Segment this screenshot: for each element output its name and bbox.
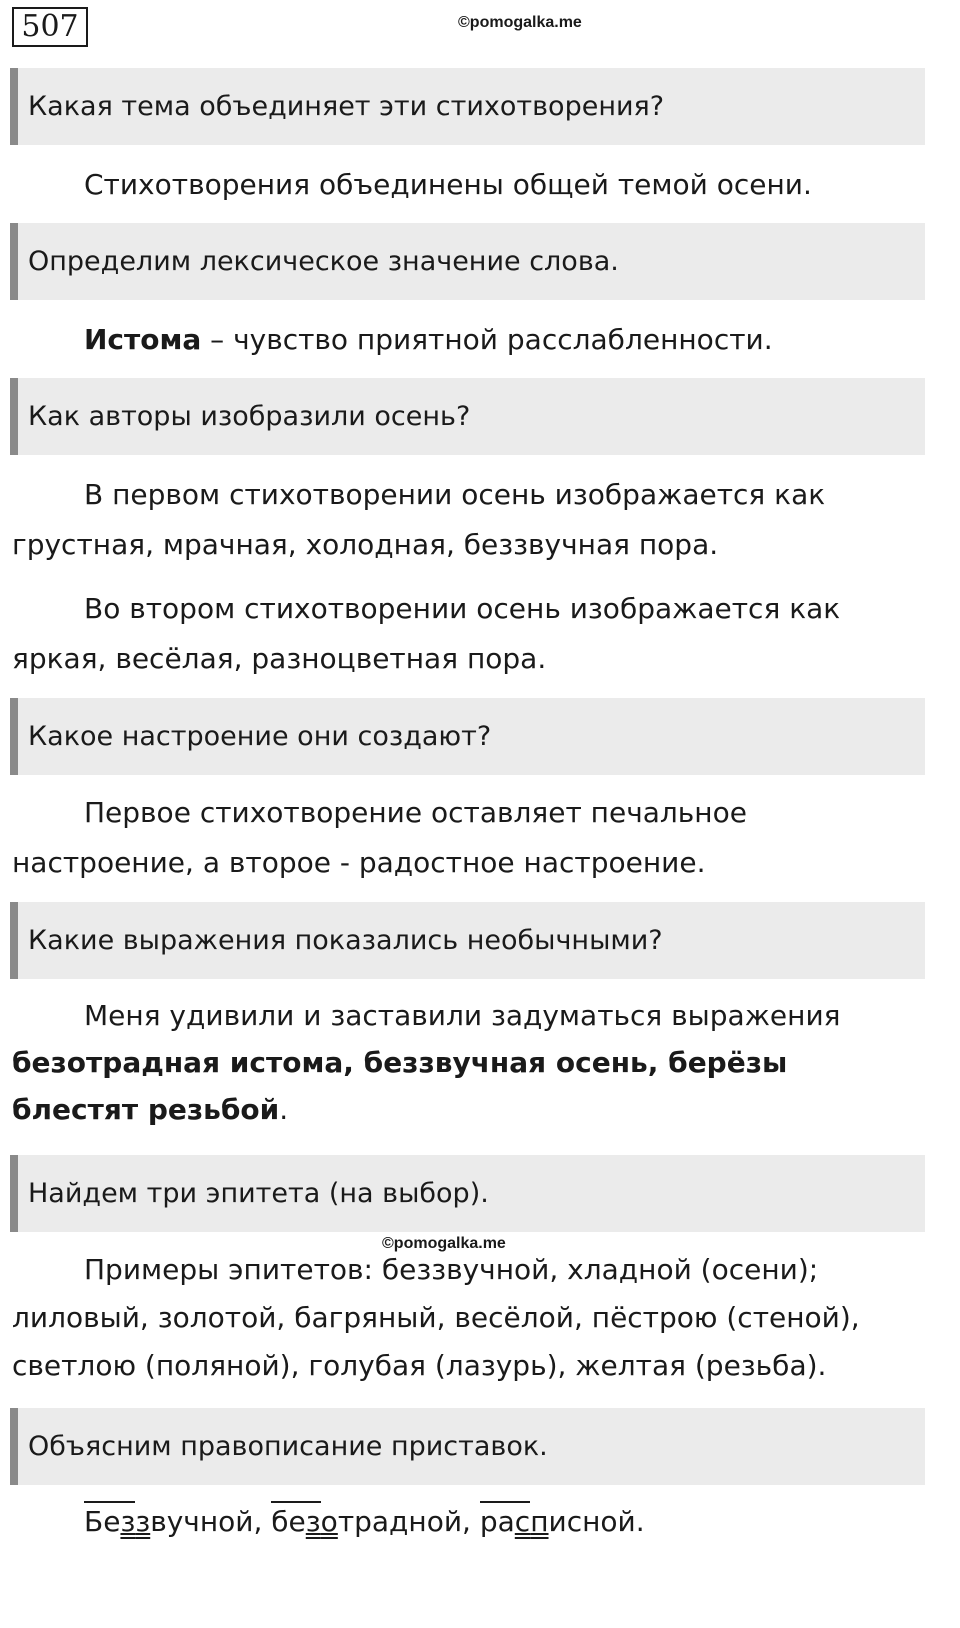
page-number: 507 — [12, 7, 88, 47]
answer-5-intro: Меня удивили и заставили задуматься выражения — [84, 999, 841, 1032]
answer-3-paragraph-2: Во втором стихотворении осень изображается как яркая, весёлая, разноцветная пора. — [12, 592, 841, 675]
question-4: Какое настроение они создают? — [10, 698, 925, 775]
question-6: Найдем три эпитета (на выбор). — [10, 1155, 925, 1232]
prefix-mark: рас — [480, 1501, 530, 1538]
answer-7-morphemes: Беззвучной, безотрадной, расписной. — [84, 1502, 645, 1542]
watermark-middle: ©pomogalka.me — [382, 1235, 506, 1252]
prefix-mark: Без — [84, 1501, 135, 1538]
answer-4: Первое стихотворение оставляет печальное настроение, а второе - радостное настроение. — [12, 796, 747, 879]
question-1: Какая тема объединяет эти стихотворения? — [10, 68, 925, 145]
answer-6: Примеры эпитетов: беззвучной, хладной (осени); лиловый, золотой, багряный, весёлой, пёстрою (стеной), светлою (поляной), голубая (лазурь), желтая (резьба). — [12, 1253, 860, 1382]
question-7: Объясним правописание приставок. — [10, 1408, 925, 1485]
watermark-top: ©pomogalka.me — [458, 14, 582, 31]
answer-2 — [12, 315, 912, 365]
answer-5-expressions: безотрадная истома, беззвучная осень, берёзы блестят резьбой — [12, 1046, 788, 1126]
question-2: Определим лексическое значение слова. — [10, 223, 925, 300]
question-3: Как авторы изобразили осень? — [10, 378, 925, 455]
prefix-mark: без — [271, 1501, 320, 1538]
term-istoma: Истома — [84, 323, 202, 356]
answer-1: Стихотворения объединены общей темой осени. — [84, 168, 812, 201]
term-definition: – чувство приятной расслабленности. — [201, 323, 773, 356]
answer-3-paragraph-1: В первом стихотворении осень изображается как грустная, мрачная, холодная, беззвучная пора. — [12, 478, 826, 561]
answer-5 — [12, 992, 912, 1133]
question-5: Какие выражения показались необычными? — [10, 902, 925, 979]
answer-5-end: . — [279, 1093, 289, 1126]
